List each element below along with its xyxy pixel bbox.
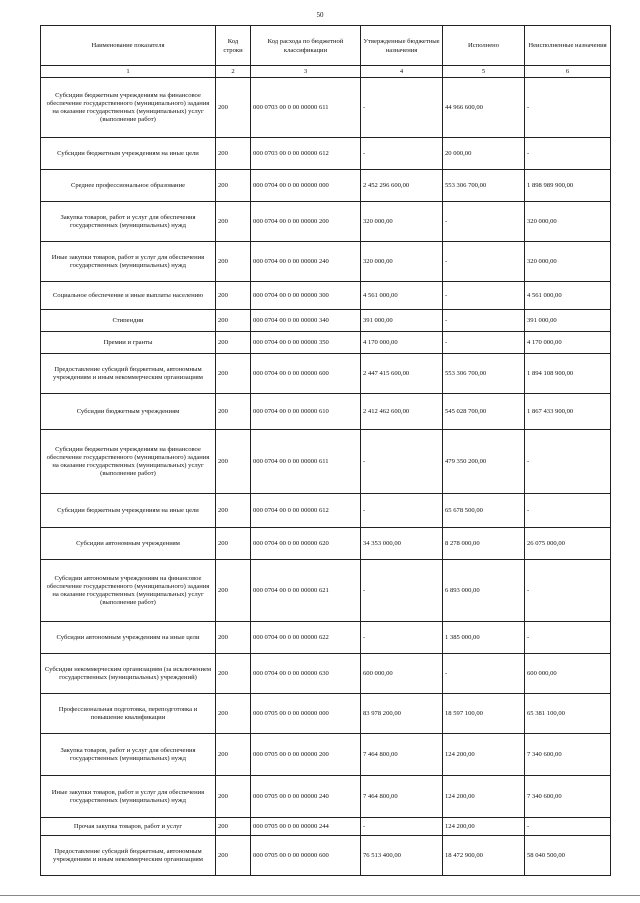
cell-executed: 479 350 200,00 [443,430,525,494]
cell-executed: 1 385 000,00 [443,622,525,654]
cell-code: 200 [216,694,251,734]
cell-executed: - [443,282,525,310]
table-row [41,282,611,310]
cell-name: Предоставление субсидий бюджетным, автономным учреждениям и иным некоммерческим организациям [41,354,216,394]
cell-code: 200 [216,818,251,836]
cell-approved: 83 978 200,00 [361,694,443,734]
cell-code: 200 [216,138,251,170]
cell-approved: 7 464 800,00 [361,776,443,818]
table-row [41,818,611,836]
table-row [41,394,611,430]
column-number: 1 [41,66,216,78]
cell-executed: - [443,332,525,354]
cell-unexecuted: 65 381 100,00 [525,694,611,734]
cell-unexecuted: 58 040 500,00 [525,836,611,876]
cell-classification: 000 0704 00 0 00 00000 000 [251,170,361,202]
cell-approved: 391 000,00 [361,310,443,332]
budget-execution-table [40,25,611,876]
cell-executed: 553 306 700,00 [443,170,525,202]
cell-executed: - [443,310,525,332]
cell-approved: 7 464 800,00 [361,734,443,776]
table-row [41,836,611,876]
cell-unexecuted: - [525,494,611,528]
cell-approved: 2 447 415 600,00 [361,354,443,394]
cell-name: Среднее профессиональное образование [41,170,216,202]
cell-classification: 000 0704 00 0 00 00000 200 [251,202,361,242]
cell-executed: - [443,242,525,282]
cell-code: 200 [216,654,251,694]
cell-name: Стипендии [41,310,216,332]
cell-unexecuted: - [525,138,611,170]
cell-approved: 2 452 296 600,00 [361,170,443,202]
table-row [41,654,611,694]
cell-name: Субсидии автономным учреждениям на финансовое обеспечение государственного (муниципального) задания на оказание государственных (муниципальных) услуг (выполнение работ) [41,560,216,622]
table-row [41,310,611,332]
cell-code: 200 [216,394,251,430]
cell-unexecuted: 600 000,00 [525,654,611,694]
header-classification: Код расхода по бюджетной классификации [251,26,361,66]
cell-code: 200 [216,734,251,776]
header-line-code: Код строки [216,26,251,66]
table-row [41,494,611,528]
cell-classification: 000 0704 00 0 00 00000 300 [251,282,361,310]
cell-unexecuted: 4 170 000,00 [525,332,611,354]
cell-name: Субсидии автономным учреждениям на иные цели [41,622,216,654]
cell-unexecuted: - [525,560,611,622]
column-number: 5 [443,66,525,78]
cell-code: 200 [216,202,251,242]
header-executed: Исполнено [443,26,525,66]
cell-name: Закупка товаров, работ и услуг для обеспечения государственных (муниципальных) нужд [41,734,216,776]
cell-executed: 44 966 600,00 [443,78,525,138]
table-row [41,138,611,170]
cell-classification: 000 0704 00 0 00 00000 612 [251,494,361,528]
table-row [41,734,611,776]
cell-classification: 000 0704 00 0 00 00000 611 [251,430,361,494]
cell-approved: 76 513 400,00 [361,836,443,876]
cell-code: 200 [216,242,251,282]
cell-executed: 8 278 000,00 [443,528,525,560]
cell-unexecuted: 320 000,00 [525,202,611,242]
cell-classification: 000 0704 00 0 00 00000 600 [251,354,361,394]
cell-executed: - [443,202,525,242]
column-number: 2 [216,66,251,78]
cell-code: 200 [216,282,251,310]
cell-code: 200 [216,354,251,394]
cell-unexecuted: 7 340 600,00 [525,776,611,818]
table-row [41,78,611,138]
cell-classification: 000 0704 00 0 00 00000 622 [251,622,361,654]
cell-unexecuted: 1 894 108 900,00 [525,354,611,394]
cell-code: 200 [216,430,251,494]
cell-code: 200 [216,528,251,560]
cell-code: 200 [216,560,251,622]
cell-classification: 000 0704 00 0 00 00000 240 [251,242,361,282]
cell-classification: 000 0705 00 0 00 00000 600 [251,836,361,876]
cell-classification: 000 0705 00 0 00 00000 000 [251,694,361,734]
cell-classification: 000 0705 00 0 00 00000 244 [251,818,361,836]
cell-executed: - [443,654,525,694]
cell-classification: 000 0704 00 0 00 00000 350 [251,332,361,354]
cell-executed: 18 472 900,00 [443,836,525,876]
table-row [41,560,611,622]
cell-unexecuted: 320 000,00 [525,242,611,282]
table-row [41,354,611,394]
cell-classification: 000 0705 00 0 00 00000 200 [251,734,361,776]
table-body [41,78,611,876]
table-row [41,776,611,818]
cell-approved: - [361,818,443,836]
cell-name: Субсидии бюджетным учреждениям на иные цели [41,138,216,170]
cell-code: 200 [216,494,251,528]
cell-code: 200 [216,170,251,202]
cell-name: Закупка товаров, работ и услуг для обеспечения государственных (муниципальных) нужд [41,202,216,242]
cell-executed: 18 597 100,00 [443,694,525,734]
cell-unexecuted: 1 898 989 900,00 [525,170,611,202]
cell-unexecuted: - [525,622,611,654]
cell-classification: 000 0703 00 0 00 00000 611 [251,78,361,138]
cell-approved: 320 000,00 [361,202,443,242]
cell-name: Субсидии автономным учреждениям [41,528,216,560]
cell-approved: - [361,494,443,528]
cell-unexecuted: - [525,430,611,494]
page-number: 50 [316,11,324,19]
table-row [41,430,611,494]
header-unexecuted: Неисполненные назначения [525,26,611,66]
cell-unexecuted: 1 867 433 900,00 [525,394,611,430]
cell-name: Иные закупки товаров, работ и услуг для обеспечения государственных (муниципальных) нужд [41,776,216,818]
cell-name: Иные закупки товаров, работ и услуг для обеспечения государственных (муниципальных) нужд [41,242,216,282]
cell-code: 200 [216,836,251,876]
cell-name: Прочая закупка товаров, работ и услуг [41,818,216,836]
cell-executed: 124 200,00 [443,818,525,836]
cell-unexecuted: 4 561 000,00 [525,282,611,310]
cell-name: Субсидии бюджетным учреждениям на иные цели [41,494,216,528]
table-row [41,528,611,560]
cell-approved: 600 000,00 [361,654,443,694]
cell-approved: - [361,560,443,622]
cell-code: 200 [216,310,251,332]
cell-unexecuted: 26 075 000,00 [525,528,611,560]
cell-approved: 4 170 000,00 [361,332,443,354]
cell-classification: 000 0704 00 0 00 00000 621 [251,560,361,622]
table-row [41,332,611,354]
table-row [41,622,611,654]
cell-executed: 20 000,00 [443,138,525,170]
cell-name: Субсидии некоммерческим организациям (за исключением государственных (муниципальных) учреждений) [41,654,216,694]
cell-approved: - [361,622,443,654]
cell-code: 200 [216,78,251,138]
cell-approved: - [361,430,443,494]
bottom-rule [0,895,640,896]
header-name: Наименование показателя [41,26,216,66]
cell-unexecuted: 7 340 600,00 [525,734,611,776]
cell-code: 200 [216,776,251,818]
table-row [41,694,611,734]
cell-approved: 2 412 462 600,00 [361,394,443,430]
table-row [41,242,611,282]
column-number: 6 [525,66,611,78]
table-header-row [41,26,611,66]
cell-classification: 000 0703 00 0 00 00000 612 [251,138,361,170]
cell-approved: - [361,78,443,138]
table-row [41,202,611,242]
cell-name: Субсидии бюджетным учреждениям на финансовое обеспечение государственного (муниципального) задания на оказание государственных (муниципальных) услуг (выполнение работ) [41,78,216,138]
cell-classification: 000 0704 00 0 00 00000 630 [251,654,361,694]
cell-unexecuted: - [525,78,611,138]
cell-executed: 124 200,00 [443,776,525,818]
cell-code: 200 [216,622,251,654]
column-number: 4 [361,66,443,78]
cell-name: Предоставление субсидий бюджетным, автономным учреждениям и иным некоммерческим организациям [41,836,216,876]
cell-name: Субсидии бюджетным учреждениям [41,394,216,430]
cell-name: Субсидии бюджетным учреждениям на финансовое обеспечение государственного (муниципального) задания на оказание государственных (муниципальных) услуг (выполнение работ) [41,430,216,494]
table-row [41,170,611,202]
cell-code: 200 [216,332,251,354]
cell-executed: 6 893 000,00 [443,560,525,622]
cell-approved: - [361,138,443,170]
cell-classification: 000 0704 00 0 00 00000 620 [251,528,361,560]
cell-executed: 65 678 500,00 [443,494,525,528]
cell-approved: 4 561 000,00 [361,282,443,310]
column-number: 3 [251,66,361,78]
cell-unexecuted: 391 000,00 [525,310,611,332]
cell-executed: 553 306 700,00 [443,354,525,394]
cell-name: Социальное обеспечение и иные выплаты населению [41,282,216,310]
cell-unexecuted: - [525,818,611,836]
cell-name: Премии и гранты [41,332,216,354]
column-number-row [41,66,611,78]
cell-classification: 000 0705 00 0 00 00000 240 [251,776,361,818]
header-approved: Утвержденные бюджетные назначения [361,26,443,66]
cell-classification: 000 0704 00 0 00 00000 340 [251,310,361,332]
cell-executed: 124 200,00 [443,734,525,776]
cell-classification: 000 0704 00 0 00 00000 610 [251,394,361,430]
cell-executed: 545 028 700,00 [443,394,525,430]
cell-name: Профессиональная подготовка, переподготовка и повышение квалификации [41,694,216,734]
cell-approved: 34 353 000,00 [361,528,443,560]
cell-approved: 320 000,00 [361,242,443,282]
